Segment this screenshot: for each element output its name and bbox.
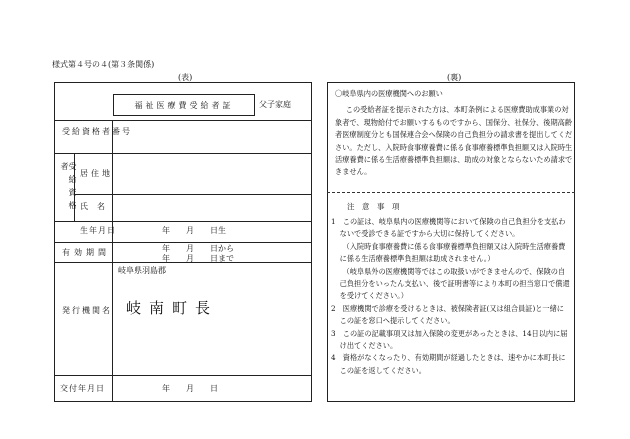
validity-from: 年 月 日から: [162, 244, 234, 253]
dashed-divider: [327, 192, 575, 193]
back-label: (裏): [447, 73, 462, 82]
birth-value: 年 月 日生: [162, 226, 226, 235]
issue-date-value: 年 月 日: [162, 384, 218, 393]
recipient-number-label: 受給資格者番号: [62, 127, 132, 136]
issue-date-label: 交付年月日: [60, 384, 105, 393]
recipient-group-label: 受給資格者: [60, 162, 77, 214]
notes-heading: 注 意 事 項: [347, 202, 400, 211]
category-label: 父子家庭: [259, 100, 291, 109]
issuer-name: 岐南町長: [126, 299, 219, 317]
note-item: 2 医療機関で診療を受けるときは、被保険者証(又は組合員証)と一緒にこの証を窓口へ提示してください。: [331, 303, 564, 326]
birth-label: 生年月日: [80, 226, 116, 235]
note-item: 4 資格がなくなったり、有効期間が経過したときは、速やかに本町長にこの証を返してください。: [331, 353, 566, 375]
address-label: 居住地: [80, 169, 113, 178]
divider: [112, 120, 113, 375]
issuer-label: 発行機関名: [62, 306, 112, 315]
divider: [54, 120, 312, 121]
certificate-title: 福祉医療費受給者証: [113, 94, 255, 116]
divider: [54, 375, 312, 376]
name-label: 氏名: [80, 202, 114, 211]
note-item: 1 この証は、岐阜県内の医療機関等において保険の自己負担分を支払わないで受診できる証ですから大切に保持してください。: [331, 217, 566, 239]
note-item: （入院時食事療養費に係る食事療養標準負担額又は入院時生活療養費に係る生活療養標準負担額は助成されません。）: [339, 241, 566, 264]
divider: [74, 194, 312, 195]
request-text: この受給者証を提示された方は、本町条例による医療費助成事業の対象者で、現物給付でお願いするものですから、国保分、社保分、後期高齢者医療制度分とも国保連合会へ保険の自己負担分の請求書を提出してください。ただし、入院時食事療養費に係る食事療養標準負担額又は入院時生活療養費に係る生活療養標準負担額は、助成の対象とならないため請求できません。: [335, 105, 573, 177]
note-item: 3 この証の記載事項又は加入保険の変更があったときは、14日以内に届け出てください。: [331, 328, 568, 351]
validity-to: 年 月 日まで: [162, 254, 234, 263]
divider: [54, 153, 312, 154]
form-number: 様式第４号の４(第３条関係): [52, 60, 155, 69]
divider: [112, 375, 113, 402]
front-label: (表): [178, 73, 193, 82]
divider: [54, 221, 312, 222]
validity-label: 有効期間: [62, 248, 110, 257]
divider: [54, 242, 312, 243]
notes-list: [331, 216, 571, 377]
request-heading: 〇岐阜県内の医療機関へのお願い: [335, 89, 443, 98]
request-section: [335, 88, 573, 179]
issuer-prefecture: 岐阜県羽島郡: [118, 266, 166, 275]
note-item: （岐阜県外の医療機関等ではこの取扱いができませんので、保険の自己負担分をいったん支払い、後で証明書等により本町の担当窓口で償還を受けてください。）: [339, 266, 570, 301]
